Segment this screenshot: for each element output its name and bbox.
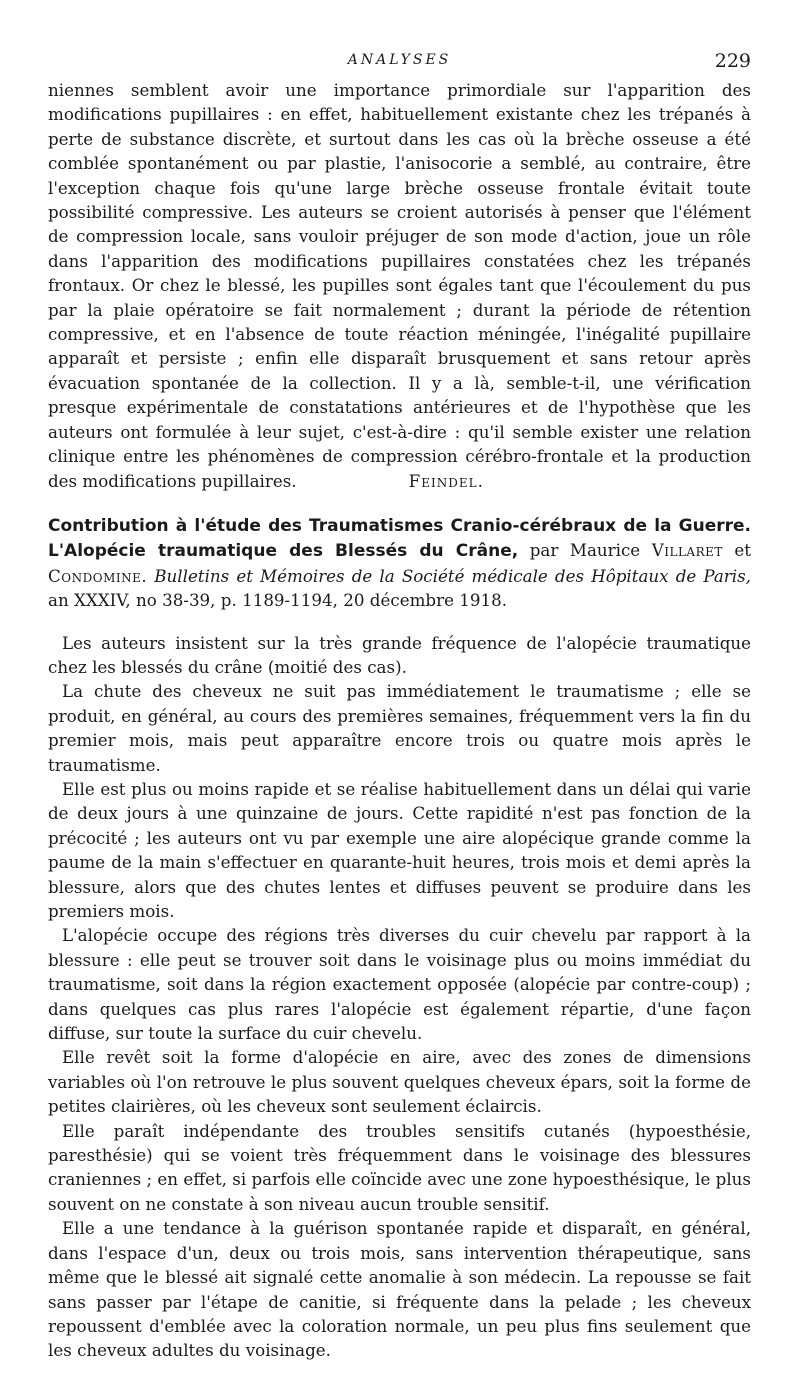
page-header: [48, 50, 751, 78]
page: [48, 50, 751, 1363]
article-paragraph-3: Elle est plus ou moins rapide et se réalise habituellement dans un délai qui varie de deux jours à une quinzaine de jours. Cette rapidité n'est pas fonction de la précocité ; les auteurs ont vu par exemple une aire alopécique grande comme la paume de la main s'effectuer en quarante-huit heures, trois mois et demi après la blessure, alors que des chutes lentes et diffuses peuvent se produire dans les premiers mois.: [48, 778, 751, 921]
running-head: ANALYSES: [347, 52, 452, 68]
article-paragraph-7: Elle a une tendance à la guérison spontanée rapide et disparaît, en général, dans l'espace d'un, deux ou trois mois, sans intervention thérapeutique, sans même que le blessé ait signalé cette anomalie à son médecin. La repousse se fait sans passer par l'étape de canitie, si fréquente dans la pelade ; les cheveux repoussent d'emblée avec la coloration normale, un peu plus fins seulement que les cheveux adultes du voisinage.: [48, 1218, 751, 1361]
previous-article-body: niennes semblent avoir une importance primordiale sur l'apparition des modifications pupillaires : en effet, habituellement existante chez les trépanés à perte de substance discrète, et surtout dans les cas où la brèche osseuse a été comblée spontanément ou par plastie, l'anisocorie a semblé, au contraire, être l'exception chaque fois qu'une large brèche osseuse frontale évitait toute possibilité compressive. Les auteurs se croient autorisés à penser que l'élément de compression locale, sans vouloir préjuger de son mode d'action, joue un rôle dans l'apparition des modifications pupillaires constatées chez les trépanés frontaux. Or chez le blessé, les pupilles sont égales tant que l'écoulement du pus par la plaie opératoire se fait normalement ; durant la période de rétention compressive, et en l'absence de toute réaction méningée, l'inégalité pupillaire apparaît et persiste ; enfin elle disparaît brusquement et sans retour après évacuation spontanée de la collection. Il y a là, semble-t-il, une vérification presque expérimentale de constatations antérieures et de l'hypothèse que les auteurs ont formulée à leur sujet, c'est-à-dire : qu'il semble exister une relation clinique entre les phénomènes de compression cérébro-frontale et la production des modifications pupillaires.: [48, 80, 751, 491]
article-body: [48, 631, 751, 1363]
article-by: par Maurice: [518, 540, 652, 561]
article-paragraph-1: Les auteurs insistent sur la très grande fréquence de l'alopécie traumatique chez les blessés du crâne (moitié des cas).: [48, 632, 751, 677]
journal-citation: an XXXIV, no 38-39, p. 1189-1194, 20 décembre 1918.: [48, 590, 508, 611]
previous-article-signature: Feindel.: [408, 470, 484, 491]
article-paragraph-2: La chute des cheveux ne suit pas immédiatement le traumatisme ; elle se produit, en général, au cours des premières semaines, fréquemment vers la fin du premier mois, mais peut apparaître encore trois ou quatre mois après le traumatisme.: [48, 681, 751, 775]
article-heading: [48, 513, 751, 613]
article-paragraph-6: Elle paraît indépendante des troubles sensitifs cutanés (hypoesthésie, paresthésie) qui se voient très fréquemment dans le voisinage des blessures craniennes ; en effet, si parfois elle coïncide avec une zone hypoesthésique, le plus souvent on ne constate à son niveau aucun trouble sensitif.: [48, 1120, 751, 1214]
article-paragraph-5: Elle revêt soit la forme d'alopécie en aire, avec des zones de dimensions variables où l'on retrouve le plus souvent quelques cheveux épars, soit la forme de petites clairières, où les cheveux sont seulement éclaircis.: [48, 1047, 751, 1117]
article-and: et: [722, 540, 752, 561]
article-title: Contribution à l'étude des Traumatismes Cranio-cérébraux de la Guerre. L'Alopécie traumatique des Blessés du Crâne,: [48, 515, 751, 562]
page-number: 229: [714, 50, 751, 72]
article-paragraph-4: L'alopécie occupe des régions très diverses du cuir chevelu par rapport à la blessure : elle peut se trouver soit dans le voisinage plus ou moins immédiat du traumatisme, soit dans la région exactement opposée (alopécie par contre-coup) ; dans quelques cas plus rares l'alopécie est également répartie, d'une façon diffuse, sur toute la surface du cuir chevelu.: [48, 925, 751, 1044]
author-condomine: Condomine.: [48, 565, 148, 586]
journal-name: Bulletins et Mémoires de la Société médicale des Hôpitaux de Paris,: [154, 565, 751, 586]
author-villaret: Villaret: [651, 540, 723, 561]
previous-article-text: [48, 78, 751, 493]
